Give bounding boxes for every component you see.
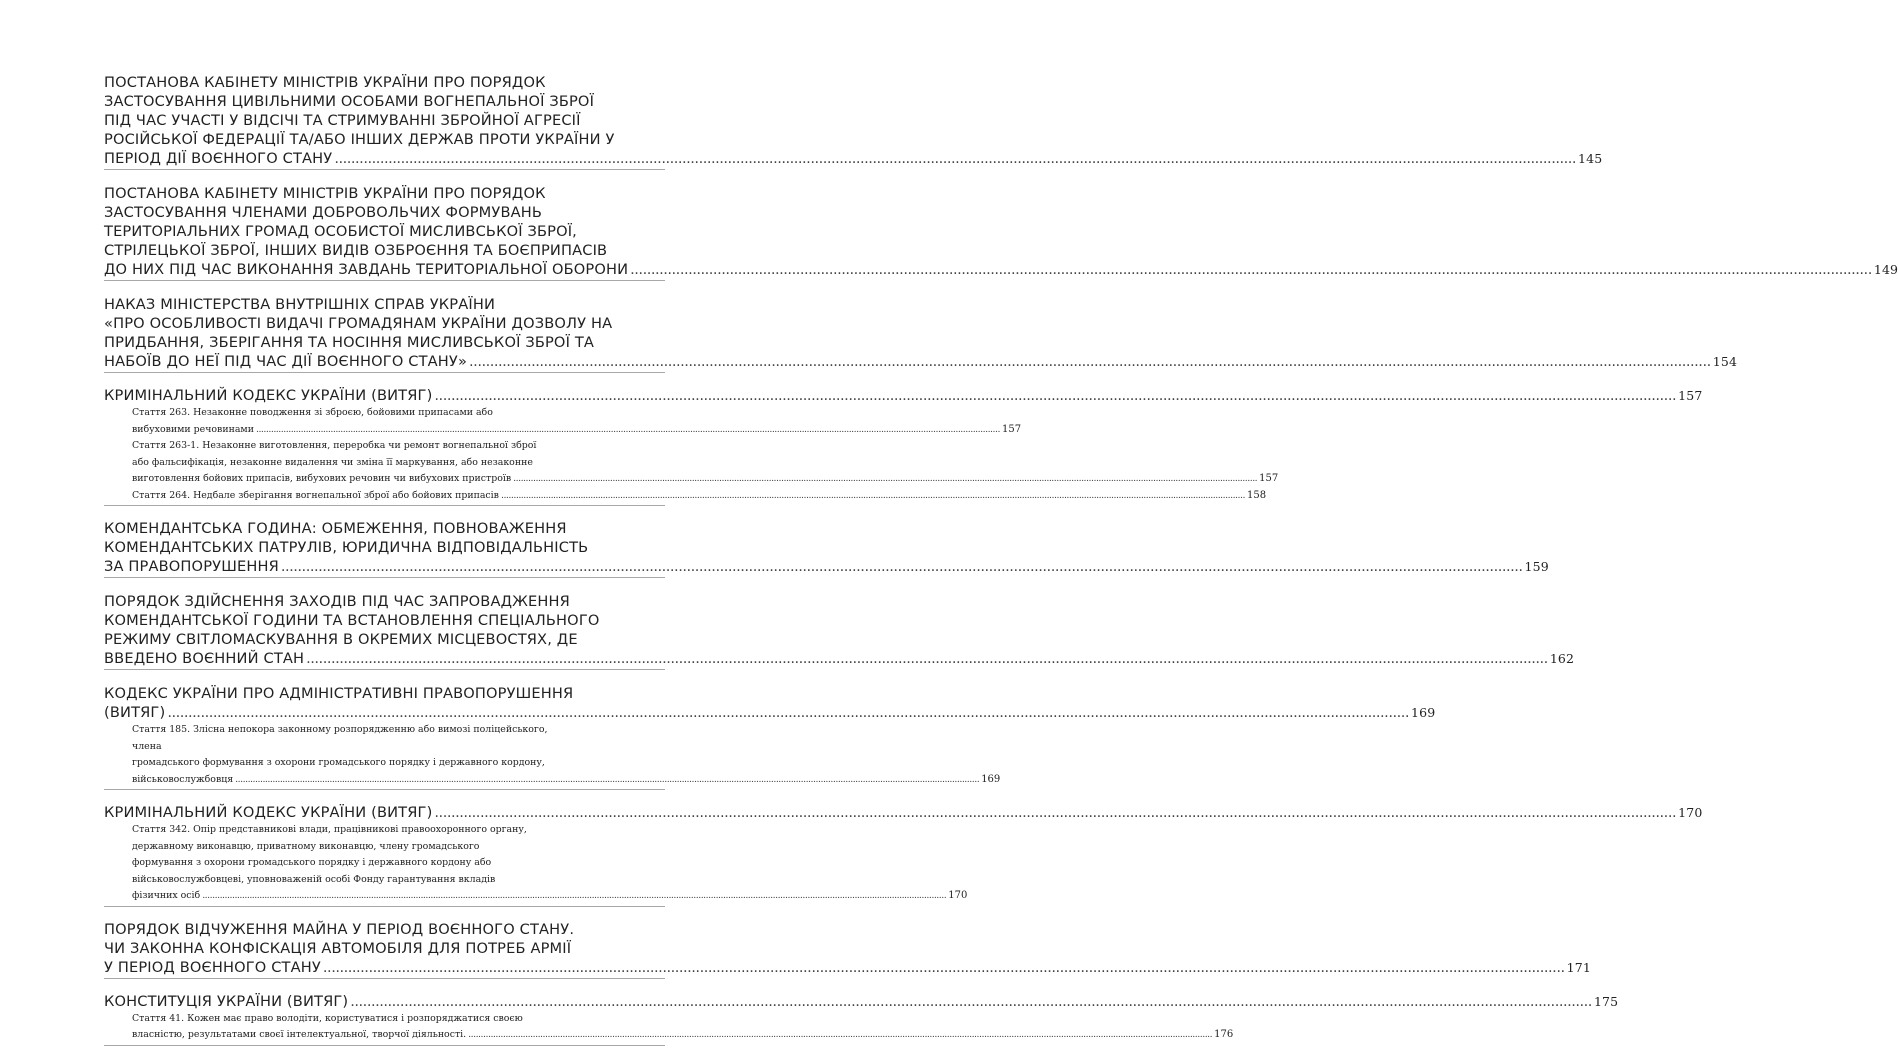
title-line: ПОРЯДОК ЗДІЙСНЕННЯ ЗАХОДІВ ПІД ЧАС ЗАПРОВАДЖЕННЯ [104,593,570,610]
title-line: ПІД ЧАС УЧАСТІ У ВІДСІЧІ ТА СТРИМУВАННІ ЗБРОЙНОЇ АГРЕСІЇ [104,112,581,129]
title-line: НАКАЗ МІНІСТЕРСТВА ВНУТРІШНІХ СПРАВ УКРАЇНИ [104,296,496,313]
subentry-line: формування з охорони громадського порядку і державного кордону або [132,857,492,868]
title-line: КОМЕНДАНТСЬКИХ ПАТРУЛІВ, ЮРИДИЧНА ВІДПОВІДАЛЬНІСТЬ [104,539,589,556]
page-number: 157 [1259,473,1279,484]
title-last-line[interactable] [104,557,1549,576]
toc-entry-title [104,992,1619,1011]
toc-subentry[interactable] [104,488,1267,505]
subentry-line: Стаття 185. Злісна непокора законному розпорядженню або вимозі поліцейського, [132,724,548,735]
title-line: СТРІЛЕЦЬКОЇ ЗБРОЇ, ІНШИХ ВИДІВ ОЗБРОЄННЯ ТА БОЄПРИПАСІВ [104,242,608,259]
title-last-line[interactable] [104,649,1575,668]
title-line: ЗАСТОСУВАННЯ ЧЛЕНАМИ ДОБРОВОЛЬЧИХ ФОРМУВАНЬ [104,204,543,221]
subentry-last-title-end: військовослужбовця [132,773,234,785]
title-line: ЗАСТОСУВАННЯ ЦИВІЛЬНИМИ ОСОБАМИ ВОГНЕПАЛЬНОЇ ЗБРОЇ [104,93,595,110]
toc-entry[interactable] [104,506,1549,578]
title-last-title-end: ДО НИХ ПІД ЧАС ВИКОНАННЯ ЗАВДАНЬ ТЕРИТОРІАЛЬНОЇ ОБОРОНИ [104,261,629,278]
subentry-last-line[interactable] [132,471,1279,488]
title-last-title-end: ЗА ПРАВОПОРУШЕННЯ [104,558,279,575]
subentry-line: державному виконавцю, приватному виконавцю, члену громадського [132,840,480,852]
title-last-title-end: (ВИТЯГ) [104,704,166,721]
page-number: 159 [1524,559,1549,574]
title-line: «ПРО ОСОБЛИВОСТІ ВИДАЧІ ГРОМАДЯНАМ УКРАЇНИ ДОЗВОЛУ НА [104,315,613,332]
page-number: 169 [1411,705,1436,720]
toc-entry[interactable] [104,373,1703,506]
subentry-line: Стаття 41. Кожен має право володіти, користуватися і розпоряджатися своєю [132,1012,523,1024]
subentry-last-title-end: фізичних осіб [132,890,201,901]
toc-entry-title [104,386,1703,405]
page-number: 157 [1678,388,1703,403]
dot-leader: ............................................................................................................................................................................................................................................................................................................ [630,261,1872,278]
subentry-line: Стаття 263. Незаконне поводження зі зброєю, бойовими припасами або [132,407,493,418]
subentry-last-title-end: виготовлення бойових припасів, вибухових речовин чи вибухових пристроїв [132,473,512,484]
subentry-line: або фальсифікація, незаконне видалення чи зміна її маркування, або незаконне [132,456,533,468]
dot-leader: ............................................................................................................................................................................................................................................................................................................ [334,150,1577,167]
title-last-line[interactable] [104,992,1619,1011]
title-line: ПОРЯДОК ВІДЧУЖЕННЯ МАЙНА У ПЕРІОД ВОЄННОГО СТАНУ. [104,920,575,938]
page-number: 169 [981,773,1001,785]
title-last-line[interactable] [104,803,1703,822]
toc-entry-title [104,803,1703,822]
toc-subentry[interactable] [104,405,1022,438]
subentry-last-title-end: вибуховими речовинами [132,423,254,435]
title-last-line[interactable] [104,703,1436,722]
title-line: РОСІЙСЬКОЇ ФЕДЕРАЦІЇ ТА/АБО ІНШИХ ДЕРЖАВ ПРОТИ УКРАЇНИ У [104,131,615,148]
page-number: 171 [1566,959,1591,975]
title-last-title-end: НАБОЇВ ДО НЕЇ ПІД ЧАС ДІЇ ВОЄННОГО СТАНУ» [104,353,468,370]
title-last-title-end: ПЕРІОД ДІЇ ВОЄННОГО СТАНУ [104,150,333,167]
table-of-contents [104,73,1898,1046]
dot-leader: ............................................................................................................................................................................................................................................................................................................ [235,773,980,785]
toc-subentry[interactable] [104,822,968,905]
title-last-title-end: ВВЕДЕНО ВОЄННИЙ СТАН [104,650,305,667]
toc-subentry[interactable] [104,722,1001,788]
toc-entry-title [104,519,1549,576]
dot-leader: ............................................................................................................................................................................................................................................................................................................ [500,489,1245,501]
title-line: КОМЕНДАНТСЬКА ГОДИНА: ОБМЕЖЕННЯ, ПОВНОВАЖЕННЯ [104,520,567,537]
dot-leader: ............................................................................................................................................................................................................................................................................................................ [167,704,1410,721]
dot-leader: ............................................................................................................................................................................................................................................................................................................ [280,558,1523,575]
toc-entry[interactable] [104,281,1738,373]
title-last-title-end: КРИМІНАЛЬНИЙ КОДЕКС УКРАЇНИ (ВИТЯГ) [104,387,433,404]
toc-entry-title [104,592,1575,668]
toc-entry[interactable] [104,73,1603,170]
title-line: ЧИ ЗАКОННА КОНФІСКАЦІЯ АВТОМОБІЛЯ ДЛЯ ПОТРЕБ АРМІЇ [104,939,572,957]
dot-leader: ............................................................................................................................................................................................................................................................................................................ [350,992,1592,1010]
subentry-last-line[interactable] [132,888,968,905]
subentry-line: Стаття 263-1. Незаконне виготовлення, переробка чи ремонт вогнепальної зброї [132,440,537,451]
toc-entry-title [104,920,1591,977]
title-line: ТЕРИТОРІАЛЬНИХ ГРОМАД ОСОБИСТОЇ МИСЛИВСЬКОЇ ЗБРОЇ, [104,223,577,240]
dot-leader: ............................................................................................................................................................................................................................................................................................................ [434,804,1677,821]
title-last-line[interactable] [104,352,1738,371]
page-number: 157 [1001,423,1022,435]
subentry-last-line[interactable] [132,488,1267,505]
title-line: ПОСТАНОВА КАБІНЕТУ МІНІСТРІВ УКРАЇНИ ПРО ПОРЯДОК [104,74,546,91]
title-last-line[interactable] [104,386,1703,405]
page-number: 158 [1246,489,1267,501]
page-number: 149 [1873,262,1898,277]
title-last-title-end: КОНСТИТУЦІЯ УКРАЇНИ (ВИТЯГ) [104,992,349,1010]
toc-entry[interactable] [104,979,1619,1046]
title-line: ПОСТАНОВА КАБІНЕТУ МІНІСТРІВ УКРАЇНИ ПРО ПОРЯДОК [104,185,546,202]
subentry-last-line[interactable] [132,422,1022,439]
page-number: 145 [1578,151,1603,166]
title-last-line[interactable] [104,260,1898,279]
page-number: 176 [1214,1029,1234,1040]
subentry-last-line[interactable] [132,772,1001,789]
toc-entry[interactable] [104,790,1703,907]
subentry-line: Стаття 342. Опір представникові влади, працівникові правоохоронного органу, [132,824,527,835]
toc-entry-title [104,295,1738,371]
title-line: ПРИДБАННЯ, ЗБЕРІГАННЯ ТА НОСІННЯ МИСЛИВСЬКОЇ ЗБРОЇ ТА [104,334,595,351]
subentry-last-line[interactable] [132,1027,1234,1044]
dot-leader: ............................................................................................................................................................................................................................................................................................................ [469,353,1711,370]
dot-leader: ............................................................................................................................................................................................................................................................................................................ [306,650,1548,667]
dot-leader: ............................................................................................................................................................................................................................................................................................................ [322,958,1565,976]
toc-entry-title [104,73,1603,168]
title-last-line[interactable] [104,958,1591,977]
subentry-last-title-end: власністю, результатами своєї інтелектуальної, творчої діяльності. [132,1029,467,1040]
dot-leader: ............................................................................................................................................................................................................................................................................................................ [255,423,1000,435]
dot-leader: ............................................................................................................................................................................................................................................................................................................ [202,890,947,901]
title-line: КОДЕКС УКРАЇНИ ПРО АДМІНІСТРАТИВНІ ПРАВОПОРУШЕННЯ [104,685,574,702]
subentry-line: члена [132,740,162,752]
toc-entry[interactable] [104,907,1591,979]
subentry-last-title-end: Стаття 264. Недбале зберігання вогнепальної зброї або бойових припасів [132,489,499,501]
toc-entry[interactable] [104,170,1898,281]
title-line: РЕЖИМУ СВІТЛОМАСКУВАННЯ В ОКРЕМИХ МІСЦЕВОСТЯХ, ДЕ [104,631,578,648]
dot-leader: ............................................................................................................................................................................................................................................................................................................ [513,473,1258,484]
toc-entry-title [104,184,1898,279]
subentry-line: громадського формування з охорони громадського порядку і державного кордону, [132,757,545,768]
title-line: КОМЕНДАНТСЬКОЇ ГОДИНИ ТА ВСТАНОВЛЕННЯ СПЕЦІАЛЬНОГО [104,612,600,629]
dot-leader: ............................................................................................................................................................................................................................................................................................................ [468,1029,1213,1040]
page-number: 154 [1712,354,1738,369]
toc-entry-title [104,684,1436,722]
page-number: 175 [1593,993,1619,1009]
page-number: 170 [1678,805,1703,820]
toc-entry[interactable] [104,670,1436,790]
page-number: 162 [1549,651,1575,666]
title-last-line[interactable] [104,149,1603,168]
toc-subentry[interactable] [104,438,1279,488]
toc-subentry[interactable] [104,1011,1234,1044]
dot-leader: ............................................................................................................................................................................................................................................................................................................ [434,387,1677,404]
toc-entry[interactable] [104,578,1575,670]
subentry-line: військовослужбовцеві, уповноваженій особі Фонду гарантування вкладів [132,873,496,885]
page-number: 170 [948,890,968,901]
title-last-title-end: У ПЕРІОД ВОЄННОГО СТАНУ [104,958,321,976]
title-last-title-end: КРИМІНАЛЬНИЙ КОДЕКС УКРАЇНИ (ВИТЯГ) [104,804,433,821]
